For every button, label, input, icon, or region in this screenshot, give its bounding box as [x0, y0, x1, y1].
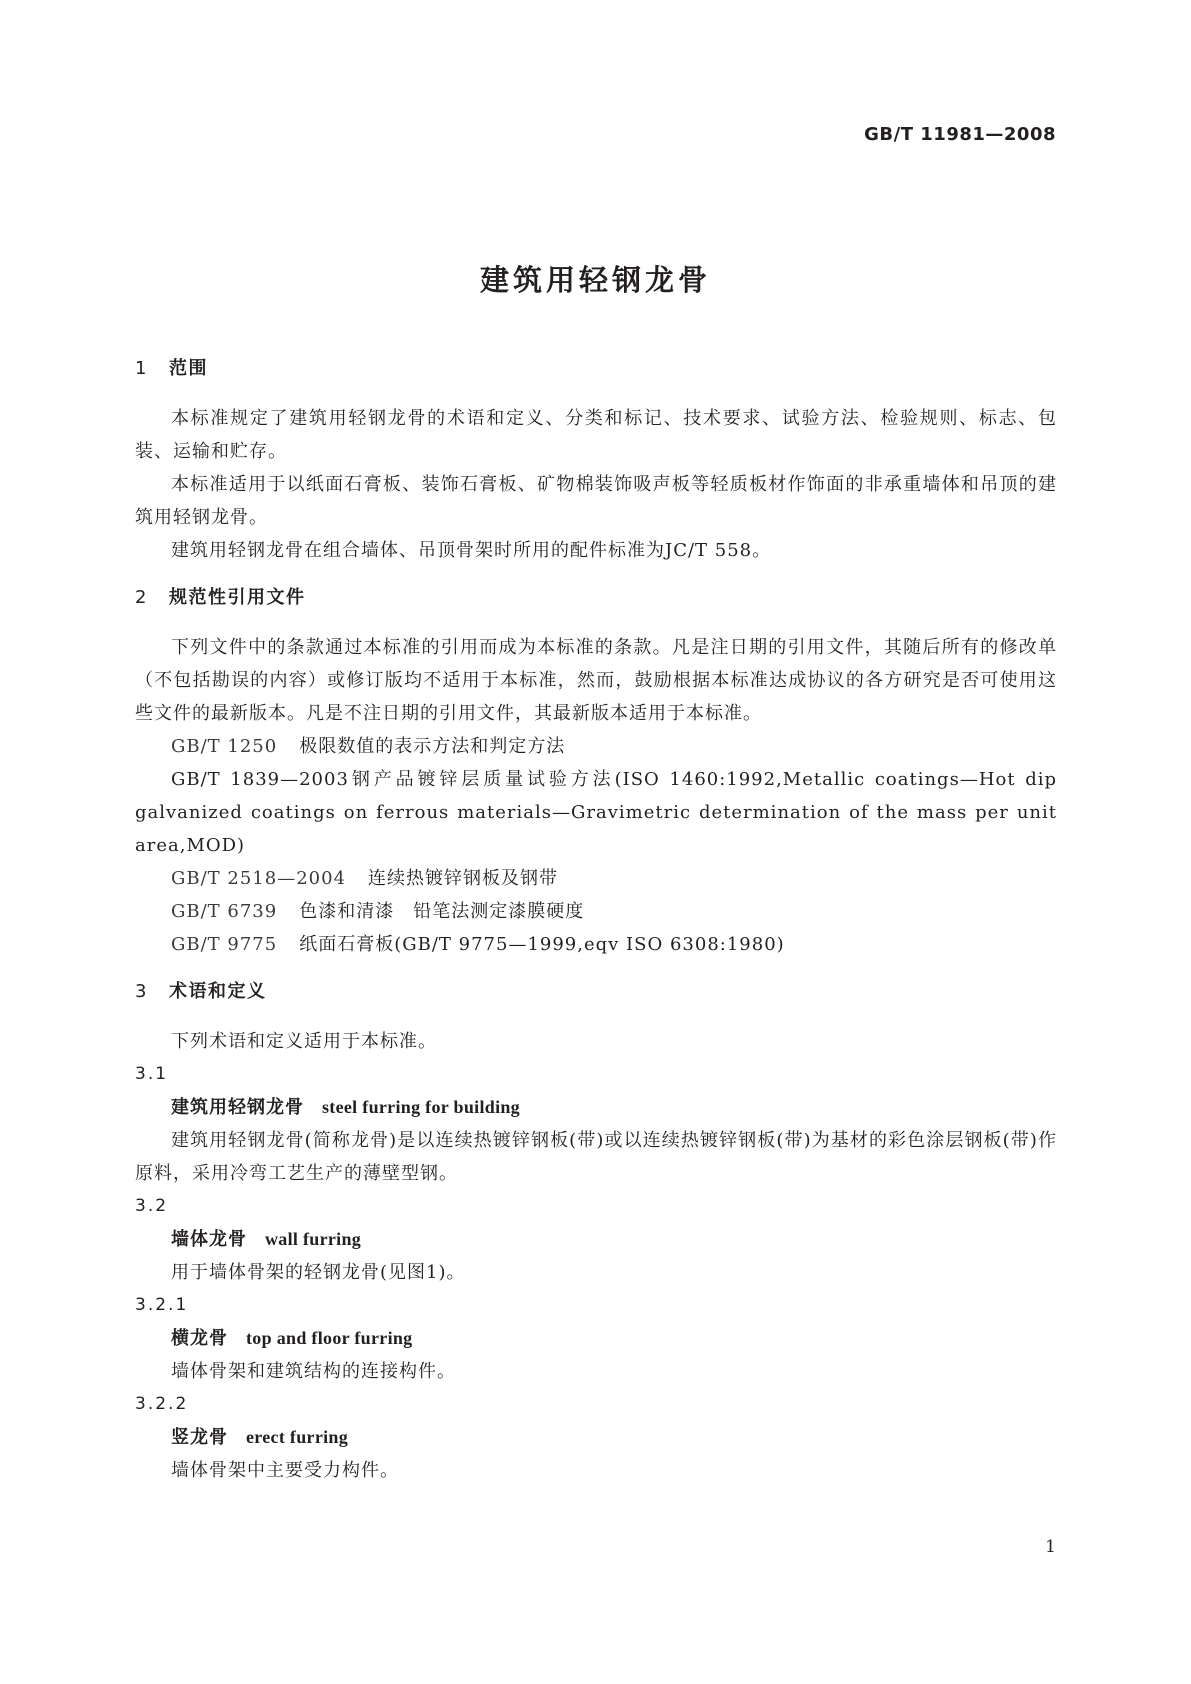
term-zh: 建筑用轻钢龙骨: [171, 1097, 304, 1118]
reference-code: GB/T 6739: [171, 901, 278, 922]
term-number: 3.2: [135, 1196, 169, 1216]
section-heading-normative-references: [135, 581, 1057, 614]
reference-code: GB/T 2518—2004: [171, 868, 347, 889]
paragraph: 本标准适用于以纸面石膏板、装饰石膏板、矿物棉装饰吸声板等轻质板材作饰面的非承重墙体和吊顶的建筑用轻钢龙骨。: [135, 474, 1057, 528]
reference-item: [135, 928, 1057, 961]
term-number: 3.2.1: [135, 1295, 189, 1315]
term-zh: 横龙骨: [171, 1328, 228, 1349]
term-zh: 竖龙骨: [171, 1427, 228, 1448]
reference-code: GB/T 1250: [171, 736, 278, 757]
document-title: 建筑用轻钢龙骨: [479, 263, 711, 297]
term-en: steel furring for building: [322, 1097, 520, 1117]
section-heading-scope: [135, 352, 1057, 385]
reference-item: [135, 862, 1057, 895]
term-en: top and floor furring: [246, 1328, 413, 1348]
term-name: [135, 1421, 1057, 1454]
section-title: 范围: [169, 358, 208, 379]
term-number: 3.2.2: [135, 1394, 189, 1414]
term-en: wall furring: [265, 1229, 362, 1249]
term-name: [135, 1322, 1057, 1355]
paragraph: 本标准规定了建筑用轻钢龙骨的术语和定义、分类和标记、技术要求、试验方法、检验规则、标志、包装、运输和贮存。: [135, 408, 1057, 462]
reference-item: [135, 763, 1057, 862]
section-heading-terms: [135, 975, 1057, 1008]
section-title: 术语和定义: [169, 981, 267, 1002]
section-number: 3: [135, 981, 148, 1002]
reference-code: GB/T 9775: [171, 934, 278, 955]
term-name: [135, 1223, 1057, 1256]
paragraph: 下列文件中的条款通过本标准的引用而成为本标准的条款。凡是注日期的引用文件，其随后所有的修改单（不包括勘误的内容）或修订版均不适用于本标准，然而，鼓励根据本标准达成协议的各方研究是否可使用这些文件的最新版本。凡是不注日期的引用文件，其最新版本适用于本标准。: [135, 637, 1057, 724]
reference-title: 连续热镀锌钢板及钢带: [368, 868, 559, 889]
page-number: 1: [1045, 1537, 1056, 1557]
term-number: 3.1: [135, 1064, 169, 1084]
reference-code: GB/T 1839—2003: [171, 769, 349, 790]
term-definition: 墙体骨架和建筑结构的连接构件。: [171, 1361, 456, 1382]
section-number: 1: [135, 358, 148, 379]
reference-title: 色漆和清漆 铅笔法测定漆膜硬度: [299, 901, 585, 922]
term-definition: 建筑用轻钢龙骨(简称龙骨)是以连续热镀锌钢板(带)或以连续热镀锌钢板(带)为基材的彩色涂层钢板(带)作原料，采用冷弯工艺生产的薄壁型钢。: [135, 1130, 1057, 1184]
paragraph: 下列术语和定义适用于本标准。: [171, 1031, 437, 1052]
reference-item: [135, 730, 1057, 763]
section-number: 2: [135, 587, 148, 608]
term-name: [135, 1091, 1057, 1124]
term-definition: 墙体骨架中主要受力构件。: [171, 1460, 399, 1481]
term-definition: 用于墙体骨架的轻钢龙骨(见图1)。: [171, 1262, 466, 1283]
reference-title: 极限数值的表示方法和判定方法: [299, 736, 566, 757]
reference-title: 钢产品镀锌层质量试验方法(ISO 1460:1992,Metallic coatings—Hot dip galvanized coatings on ferrous materials—Gravimetric determination of the mass per unit area,MOD): [135, 769, 1058, 856]
term-en: erect furring: [246, 1427, 349, 1447]
reference-title: 纸面石膏板(GB/T 9775—1999,eqv ISO 6308:1980): [299, 934, 785, 955]
reference-item: [135, 895, 1057, 928]
section-title: 规范性引用文件: [169, 587, 306, 608]
paragraph: 建筑用轻钢龙骨在组合墙体、吊顶骨架时所用的配件标准为JC/T 558。: [171, 540, 772, 561]
document-body: [135, 352, 1057, 1487]
term-zh: 墙体龙骨: [171, 1229, 247, 1250]
standard-code: GB/T 11981—2008: [864, 124, 1056, 145]
